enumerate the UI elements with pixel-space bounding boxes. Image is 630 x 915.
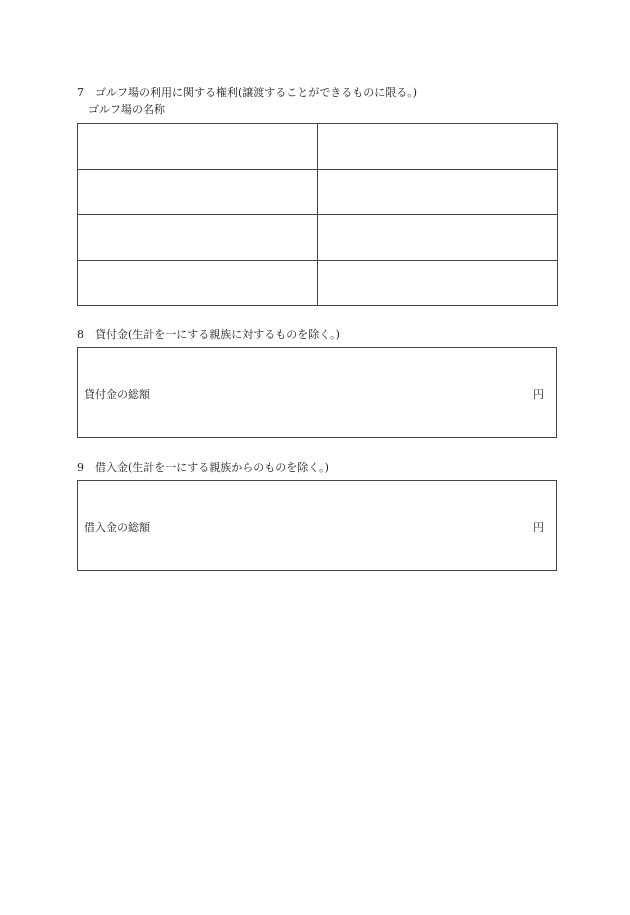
loan-receivable-box[interactable] bbox=[77, 347, 557, 438]
section-7-title: ゴルフ場の利用に関する権利(譲渡することができるものに限る。) bbox=[95, 86, 418, 99]
golf-course-name-cell[interactable] bbox=[78, 124, 318, 170]
borrowing-total-label: 借入金の総額 bbox=[84, 521, 150, 534]
table-row bbox=[78, 215, 558, 261]
section-9-title: 借入金(生計を一にする親族からのものを除く。) bbox=[95, 461, 329, 474]
table-row bbox=[78, 169, 558, 215]
section-8-heading bbox=[77, 328, 340, 342]
section-7-number: 7 bbox=[77, 86, 84, 99]
section-9-heading bbox=[77, 461, 329, 475]
golf-course-detail-cell[interactable] bbox=[318, 169, 558, 215]
golf-course-table bbox=[77, 123, 558, 306]
golf-course-detail-cell[interactable] bbox=[318, 215, 558, 261]
yen-unit: 円 bbox=[533, 521, 544, 534]
golf-course-detail-cell[interactable] bbox=[318, 260, 558, 306]
golf-course-name-cell[interactable] bbox=[78, 260, 318, 306]
borrowing-box[interactable] bbox=[77, 480, 557, 571]
table-row bbox=[78, 124, 558, 170]
yen-unit: 円 bbox=[533, 388, 544, 401]
section-9-number: 9 bbox=[77, 461, 84, 474]
golf-course-name-cell[interactable] bbox=[78, 169, 318, 215]
golf-course-name-label: ゴルフ場の名称 bbox=[88, 103, 165, 116]
loan-receivable-total-label: 貸付金の総額 bbox=[84, 388, 150, 401]
golf-course-detail-cell[interactable] bbox=[318, 124, 558, 170]
table-row bbox=[78, 260, 558, 306]
section-8-title: 貸付金(生計を一にする親族に対するものを除く。) bbox=[95, 328, 340, 341]
section-7-heading bbox=[77, 86, 417, 100]
section-8-number: 8 bbox=[77, 328, 84, 341]
golf-course-name-cell[interactable] bbox=[78, 215, 318, 261]
